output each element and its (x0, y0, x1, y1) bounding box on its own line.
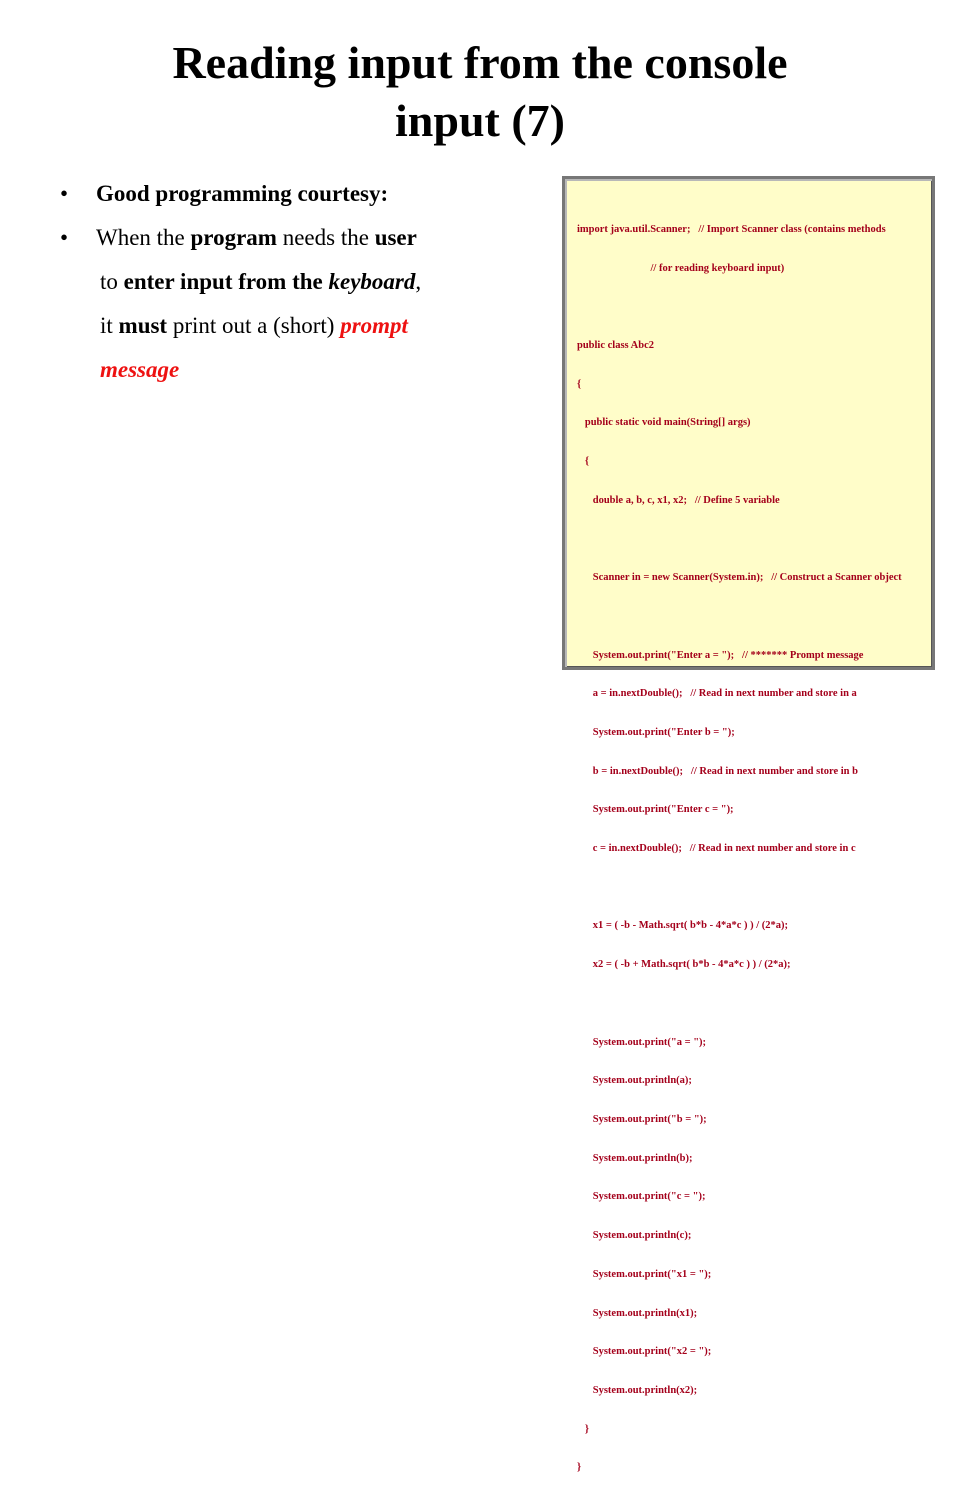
bullet-list (60, 172, 560, 392)
bullet-item-prompt (60, 216, 560, 392)
code-line: System.out.println(c); (577, 1230, 692, 1242)
code-line: System.out.println(a); (577, 1075, 692, 1087)
text-run-message: message (100, 357, 180, 382)
slide-title-line-1: Reading input from the console (172, 37, 788, 88)
code-line: System.out.println(x1); (577, 1307, 698, 1319)
code-line: a = in.nextDouble(); // Read in next number and store in a (577, 688, 857, 700)
code-line: } (577, 1462, 582, 1474)
text-run-user: user (374, 225, 417, 250)
bullet-line-2 (96, 260, 560, 304)
code-line: // for reading keyboard input) (577, 262, 785, 274)
bullet-dot: • (60, 225, 69, 250)
text-run-must: must (118, 313, 168, 338)
code-line: { (577, 456, 590, 468)
bullet-line-1 (96, 216, 560, 260)
code-line: System.out.print("c = "); (577, 1191, 706, 1203)
code-line: x1 = ( -b - Math.sqrt( b*b - 4*a*c ) ) / (2*a); (577, 920, 788, 932)
text-run: to (100, 269, 124, 294)
text-run: When the (96, 225, 191, 250)
text-run: it (100, 313, 119, 338)
code-line: public class Abc2 (577, 339, 655, 351)
bullet-dot: • (60, 181, 69, 206)
text-run: , (415, 269, 422, 294)
bullet-line-3 (96, 304, 560, 348)
text-run-keyboard: keyboard (328, 269, 416, 294)
code-line: System.out.print("a = "); (577, 1036, 707, 1048)
code-listing (577, 198, 926, 1501)
bullet-item-courtesy (60, 172, 560, 216)
code-line: double a, b, c, x1, x2; // Define 5 variable (577, 494, 780, 506)
text-run: print out a (short) (167, 313, 341, 338)
code-line: b = in.nextDouble(); // Read in next number and store in b (577, 765, 858, 777)
text-run-prompt: prompt (340, 313, 408, 338)
code-line: System.out.print("Enter b = "); (577, 726, 735, 738)
code-line (577, 998, 926, 1011)
text-run: needs the (276, 225, 375, 250)
code-line: System.out.print("Enter c = "); (577, 804, 734, 816)
slide-title-line-2: input (7) (395, 95, 565, 146)
code-line: c = in.nextDouble(); // Read in next number and store in c (577, 843, 856, 855)
code-line: import java.util.Scanner; // Import Scanner class (contains methods (577, 223, 886, 235)
code-line (577, 882, 926, 895)
code-line: System.out.print("x2 = "); (577, 1346, 712, 1358)
code-panel (562, 176, 935, 1474)
code-line: System.out.println(x2); (577, 1384, 698, 1396)
code-line: } (577, 1423, 590, 1435)
code-line: System.out.print("Enter a = "); // ******* Prompt message (577, 649, 864, 661)
text-run-enter-input: enter input from the (123, 269, 329, 294)
code-line: System.out.print("x1 = "); (577, 1268, 712, 1280)
code-line (577, 611, 926, 624)
code-line (577, 301, 926, 314)
code-line: Scanner in = new Scanner(System.in); // Construct a Scanner object (577, 572, 902, 584)
text-run-program: program (190, 225, 277, 250)
code-line: { (577, 378, 582, 390)
code-line: System.out.print("b = "); (577, 1113, 707, 1125)
bullet-line-4 (96, 348, 560, 392)
slide-title (60, 34, 900, 150)
code-line: System.out.println(b); (577, 1152, 693, 1164)
bullet-text-courtesy: Good programming courtesy: (96, 181, 389, 206)
code-line: x2 = ( -b + Math.sqrt( b*b - 4*a*c ) ) / (2*a); (577, 959, 791, 971)
code-line: public static void main(String[] args) (577, 417, 751, 429)
code-line (577, 533, 926, 546)
